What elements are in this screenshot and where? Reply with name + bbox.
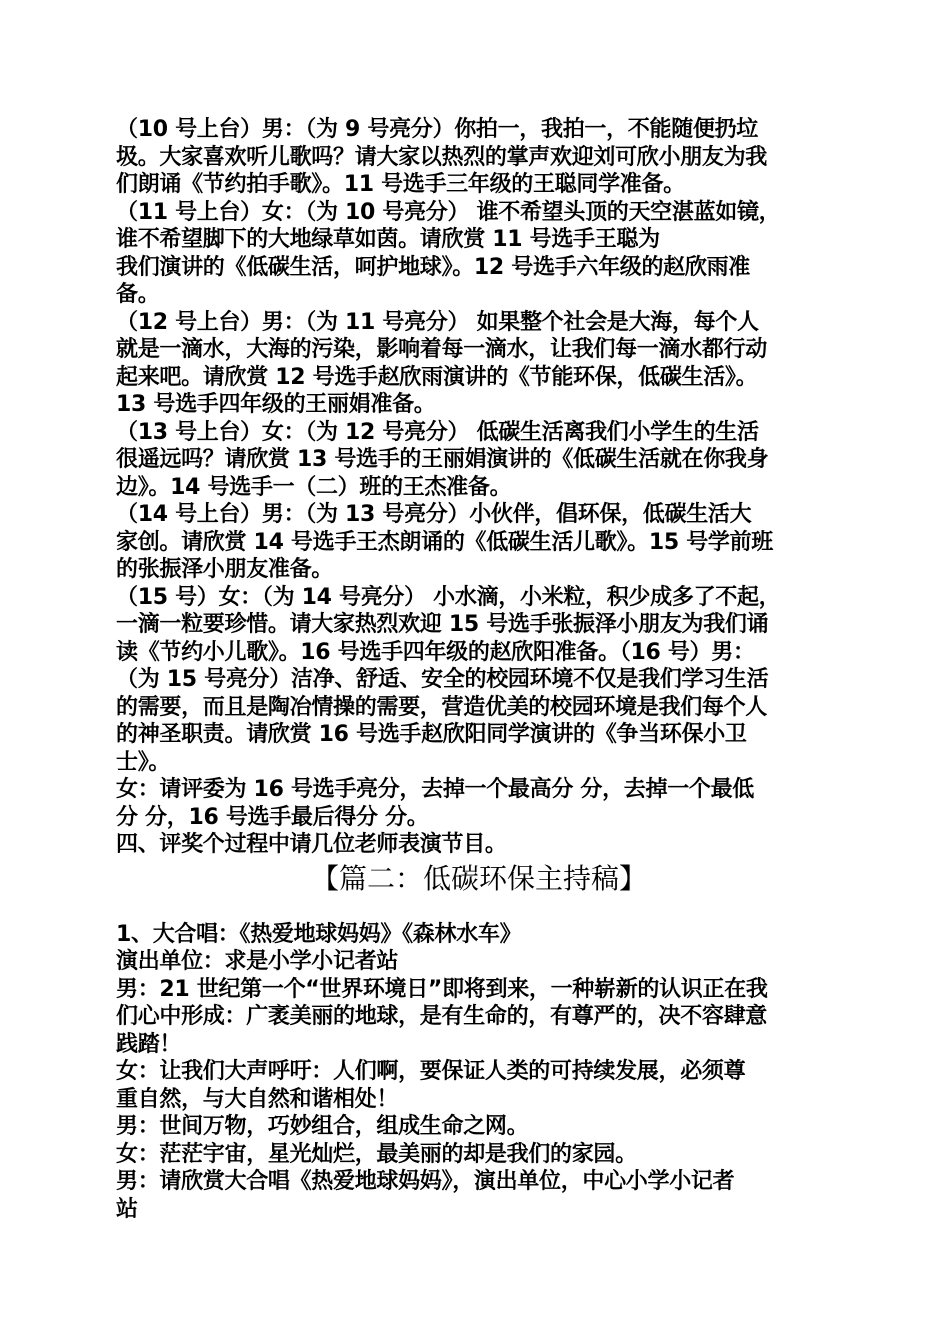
text-line: 的张振泽小朋友准备。	[116, 557, 334, 582]
text-line: 演出单位：求是小学小记者站	[116, 949, 399, 974]
text-line: 谁不希望脚下的大地绿草如茵。请欣赏 11 号选手王聪为	[116, 227, 660, 252]
text-line: 的需要，而且是陶冶情操的需要，营造优美的校园环境是我们每个人	[116, 694, 768, 720]
text-line: 们心中形成：广袤美丽的地球，是有生命的，有尊严的，决不容肆意	[116, 1004, 768, 1029]
text-line: 男：21 世纪第一个“世界环境日”即将到来，一种崭新的认识正在我	[116, 976, 768, 1002]
text-line: （11 号上台）女：（为 10 号亮分） 谁不希望头顶的天空湛蓝如镜，	[116, 199, 781, 225]
text-line: 士》。	[116, 749, 171, 775]
text-line: 女：让我们大声呼吁：人们啊，要保证人类的可持续发展，必须尊	[116, 1059, 746, 1084]
text-line: 践踏！	[116, 1031, 182, 1057]
text-line: 备。	[116, 282, 160, 307]
text-line: （10 号上台）男：（为 9 号亮分）你拍一，我拍一，不能随便扔垃	[116, 117, 759, 142]
text-line: 家创。请欣赏 14 号选手王杰朗诵的《低碳生活儿歌》。15 号学前班	[116, 529, 774, 555]
text-line: 们朗诵《节约拍手歌》。11 号选手三年级的王聪同学准备。	[116, 172, 685, 197]
text-line: （为 15 号亮分）洁净、舒适、安全的校园环境不仅是我们学习生活	[116, 667, 769, 692]
text-line: （14 号上台）男：（为 13 号亮分）小伙伴，倡环保，低碳生活大	[116, 502, 752, 527]
text-line: （13 号上台）女：（为 12 号亮分） 低碳生活离我们小学生的生活	[116, 419, 759, 445]
text-line: 站	[116, 1196, 138, 1222]
text-line: 男：请欣赏大合唱《热爱地球妈妈》，演出单位，中心小学小记者	[116, 1169, 735, 1194]
text-line: 就是一滴水，大海的污染，影响着每一滴水，让我们每一滴水都行动	[116, 337, 768, 362]
text-line: 男：世间万物，巧妙组合，组成生命之网。	[116, 1114, 529, 1139]
text-line: 边》。14 号选手一（二）班的王杰准备。	[116, 474, 512, 500]
text-line: 圾。大家喜欢听儿歌吗？请大家以热烈的掌声欢迎刘可欣小朋友为我	[116, 144, 768, 170]
section-heading: 【篇二：低碳环保主持稿】	[310, 861, 647, 895]
text-line: 分 分，16 号选手最后得分 分。	[116, 804, 429, 830]
document-body	[116, 116, 842, 1223]
text-line: 的神圣职责。请欣赏 16 号选手赵欣阳同学演讲的《争当环保小卫	[116, 722, 747, 747]
text-line: 一滴一粒要珍惜。请大家热烈欢迎 15 号选手张振泽小朋友为我们诵	[116, 612, 769, 637]
text-line: 四、评奖个过程中请几位老师表演节目。	[116, 832, 507, 857]
text-line: 女：请评委为 16 号选手亮分，去掉一个最高分 分，去掉一个最低	[116, 777, 754, 802]
text-line: 13 号选手四年级的王丽娟准备。	[116, 392, 436, 417]
text-line: 我们演讲的《低碳生活，呵护地球》。12 号选手六年级的赵欣雨准	[116, 254, 750, 280]
text-line: 女：茫茫宇宙，星光灿烂，最美丽的却是我们的家园。	[116, 1141, 637, 1167]
text-line: 1、大合唱：《热爱地球妈妈》《森林水车》	[116, 921, 522, 947]
text-line: 读《节约小儿歌》。16 号选手四年级的赵欣阳准备。（16 号）男：	[116, 639, 755, 665]
text-line: 起来吧。请欣赏 12 号选手赵欣雨演讲的《节能环保，低碳生活》。	[116, 364, 758, 390]
text-line: （12 号上台）男：（为 11 号亮分） 如果整个社会是大海，每个人	[116, 309, 759, 335]
text-line: （15 号）女：（为 14 号亮分） 小水滴，小米粒，积少成多了不起，	[116, 584, 781, 610]
spacer	[116, 899, 842, 921]
text-line: 很遥远吗？请欣赏 13 号选手的王丽娟演讲的《低碳生活就在你我身	[116, 447, 769, 472]
text-line: 重自然，与大自然和谐相处！	[116, 1086, 399, 1112]
